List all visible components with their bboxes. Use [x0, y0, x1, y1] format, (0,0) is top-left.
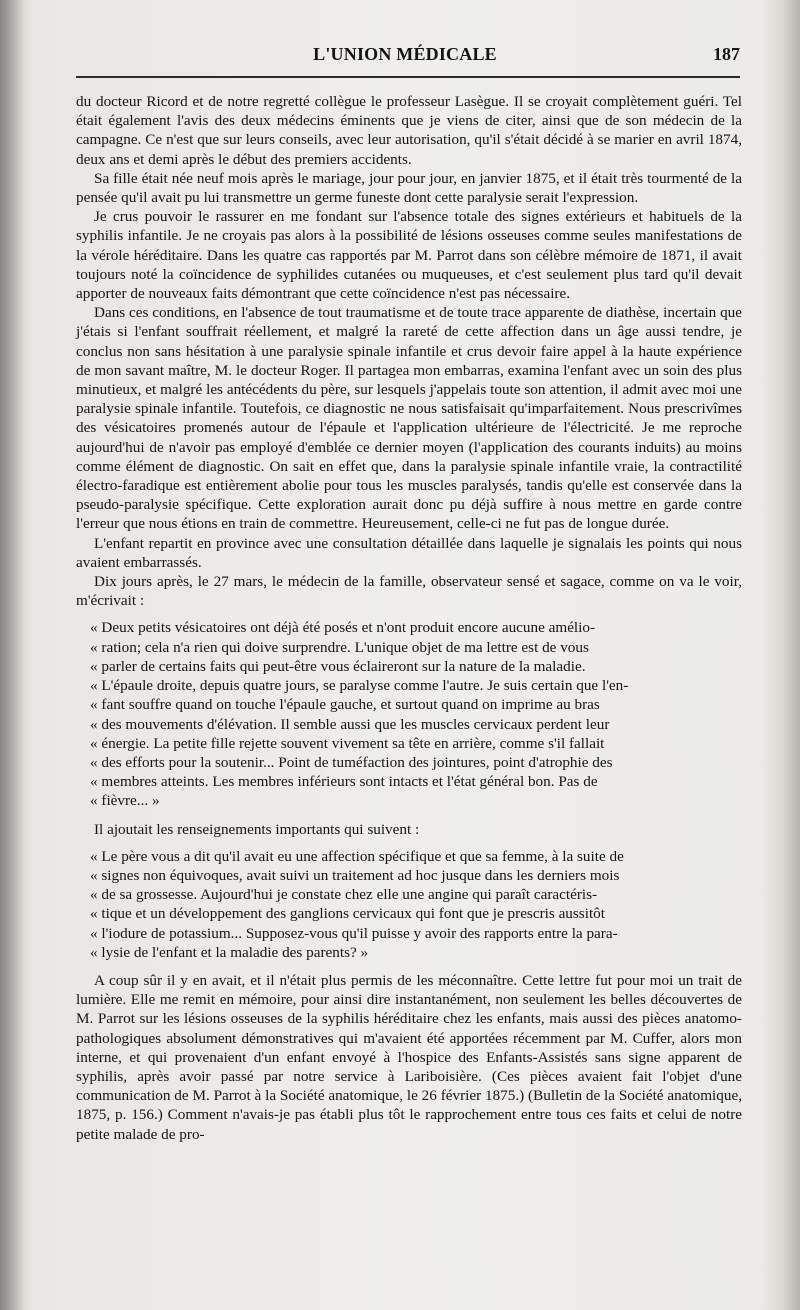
page-number: 187: [713, 44, 740, 64]
paragraph-4: Dans ces conditions, en l'absence de tout traumatisme et de toute trace apparente de diathèse, incertain que j'étais si l'enfant souffrait réellement, et malgré la rareté de cette affection dans un âge aussi tendre, je conclus non sans hésitation à une paralysie spinale infantile et crus devoir faire appel à la haute expérience de mon savant maître, M. le docteur Roger. Il partagea mon embarras, examina l'enfant avec un soin des plus minutieux, et malgré les antécédents du père, sur lesquels j'appelais toute son attention, il admit avec moi une paralysie spinale infantile. Toutefois, ce diagnostic ne nous satisfaisait qu'imparfaitement. Nous prescrivîmes des vésicatoires promenés autour de l'épaule et l'application ultérieure de l'électricité. Je me reproche aujourd'hui de n'avoir pas employé d'emblée ce dernier moyen (l'application des courants induits) au moins comme élément de diagnostic. On sait en effet que, dans la paralysie spinale infantile vraie, la contractilité électro-faradique est entièrement abolie pour tous les muscles paralysés, tandis qu'elle est conservée dans la pseudo-paralysie spécifique. Cette exploration aurait donc pu déjà suffire à nous mettre en garde contre l'erreur que nous étions en train de commettre. Heureusement, celle-ci ne fut pas de longue durée.: [76, 304, 742, 533]
quote-line: « des efforts pour la soutenir... Point de tuméfaction des jointures, point d'atrophie des: [90, 753, 613, 771]
final-paragraph: A coup sûr il y en avait, et il n'était plus permis de les méconnaître. Cette lettre fut pour moi un trait de lumière. Elle me remit en mémoire, pour ainsi dire instantanément, non seulement les belles découvertes de M. Parrot sur les lésions osseuses de la syphilis héréditaire chez les enfants, mais aussi des pièces anatomo-pathologiques absolument démonstratives qui m'avaient été apportées récemment par M. Cuffer, alors mon interne, et qui provenaient d'un enfant envoyé à l'hospice des Enfants-Assistés sans signe apparent de syphilis, après avoir passé par notre service à Lariboisière. (Ces pièces avaient fait l'objet d'une communication de M. Parrot à la Société anatomique, le 26 février 1875.) (Bulletin de la Société anatomique, 1875, p. 156.) Comment n'avais-je pas établi plus tôt le rapprochement entre tous ces faits et celui de notre petite malade de pro-: [76, 971, 742, 1143]
paragraph-5: L'enfant repartit en province avec une consultation détaillée dans laquelle je signalais les points qui nous avaient embarrassés.: [76, 534, 742, 571]
paragraph-2: Sa fille était née neuf mois après le mariage, jour pour jour, en janvier 1875, et il était très tourmenté de la pensée qu'il avait pu lui transmettre un germe funeste dont cette paralysie serait l'expression.: [76, 169, 742, 207]
paragraph-6: Dix jours après, le 27 mars, le médecin de la famille, observateur sensé et sagace, comme on va le voir, m'écrivait :: [76, 573, 742, 610]
quote-line: « énergie. La petite fille rejette souvent vivement sa tête en arrière, comme s'il fallait: [90, 734, 605, 752]
quote-line: « des mouvements d'élévation. Il semble aussi que les muscles cervicaux perdent leur: [90, 715, 610, 733]
quote-line: « L'épaule droite, depuis quatre jours, se paralyse comme l'autre. Je suis certain que l'en-: [90, 677, 629, 695]
page-left-shadow: [0, 0, 24, 1310]
quoted-letter-1: [76, 618, 742, 810]
paragraph-3: Je crus pouvoir le rassurer en me fondant sur l'absence totale des signes extérieurs et habituels de la syphilis infantile. Je ne croyais pas alors à la possibilité de lésions osseuses comme seules manifestations de la vérole héréditaire. Dans les quatre cas rapportés par M. Parrot dans son célèbre mémoire de 1871, il avait toujours noté la coïncidence de syphilides cutanées ou muqueuses, et c'est seulement plus tard qu'il devait apporter de nouveaux faits démontrant que cette coïncidence n'est pas nécessaire.: [76, 208, 742, 303]
quote-line: « tique et un développement des ganglions cervicaux qui font que je prescris aussitôt: [90, 905, 605, 923]
mid-paragraph: Il ajoutait les renseignements importants qui suivent :: [94, 820, 420, 838]
quote-line: « Deux petits vésicatoires ont déjà été posés et n'ont produit encore aucune amélio-: [90, 619, 596, 637]
page-header: [70, 44, 740, 74]
quote-line: « membres atteints. Les membres inférieurs sont intacts et l'état général bon. Pas de: [90, 773, 598, 791]
quote-line: « ration; cela n'a rien qui doive surprendre. L'unique objet de ma lettre est de vous: [90, 638, 589, 656]
article-body: [76, 92, 742, 1144]
quote-line: « Le père vous a dit qu'il avait eu une affection spécifique et que sa femme, à la suite de: [90, 847, 624, 865]
quoted-letter-2: [76, 847, 742, 962]
quote-line: « parler de certains faits qui peut-être vous éclaireront sur la nature de la maladie.: [90, 657, 586, 675]
running-title: L'UNION MÉDICALE: [313, 44, 497, 64]
quote-line: « de sa grossesse. Aujourd'hui je constate chez elle une angine qui paraît caractéris-: [90, 886, 598, 904]
paragraph-1: du docteur Ricord et de notre regretté collègue le professeur Lasègue. Il se croyait complètement guéri. Tel était également l'avis des deux médecins éminents que je viens de citer, ainsi que de son médecin de la campagne. Ce n'est que sur leurs conseils, avec leur autorisation, qu'il s'était décidé à se marier en avril 1874, deux ans et demi après le début des premiers accidents.: [76, 93, 742, 168]
quote-line: « lysie de l'enfant et la maladie des parents? »: [90, 943, 369, 961]
quote-line: « fant souffre quand on touche l'épaule gauche, et surtout quand on imprime au bras: [90, 696, 600, 714]
quote-line: « fièvre... »: [90, 792, 160, 810]
page-right-shadow: [782, 0, 800, 1310]
quote-line: « signes non équivoques, avait suivi un traitement ad hoc jusque dans les derniers mois: [90, 866, 620, 884]
quote-line: « l'iodure de potassium... Supposez-vous qu'il puisse y avoir des rapports entre la para-: [90, 924, 618, 942]
header-rule: [76, 76, 740, 78]
